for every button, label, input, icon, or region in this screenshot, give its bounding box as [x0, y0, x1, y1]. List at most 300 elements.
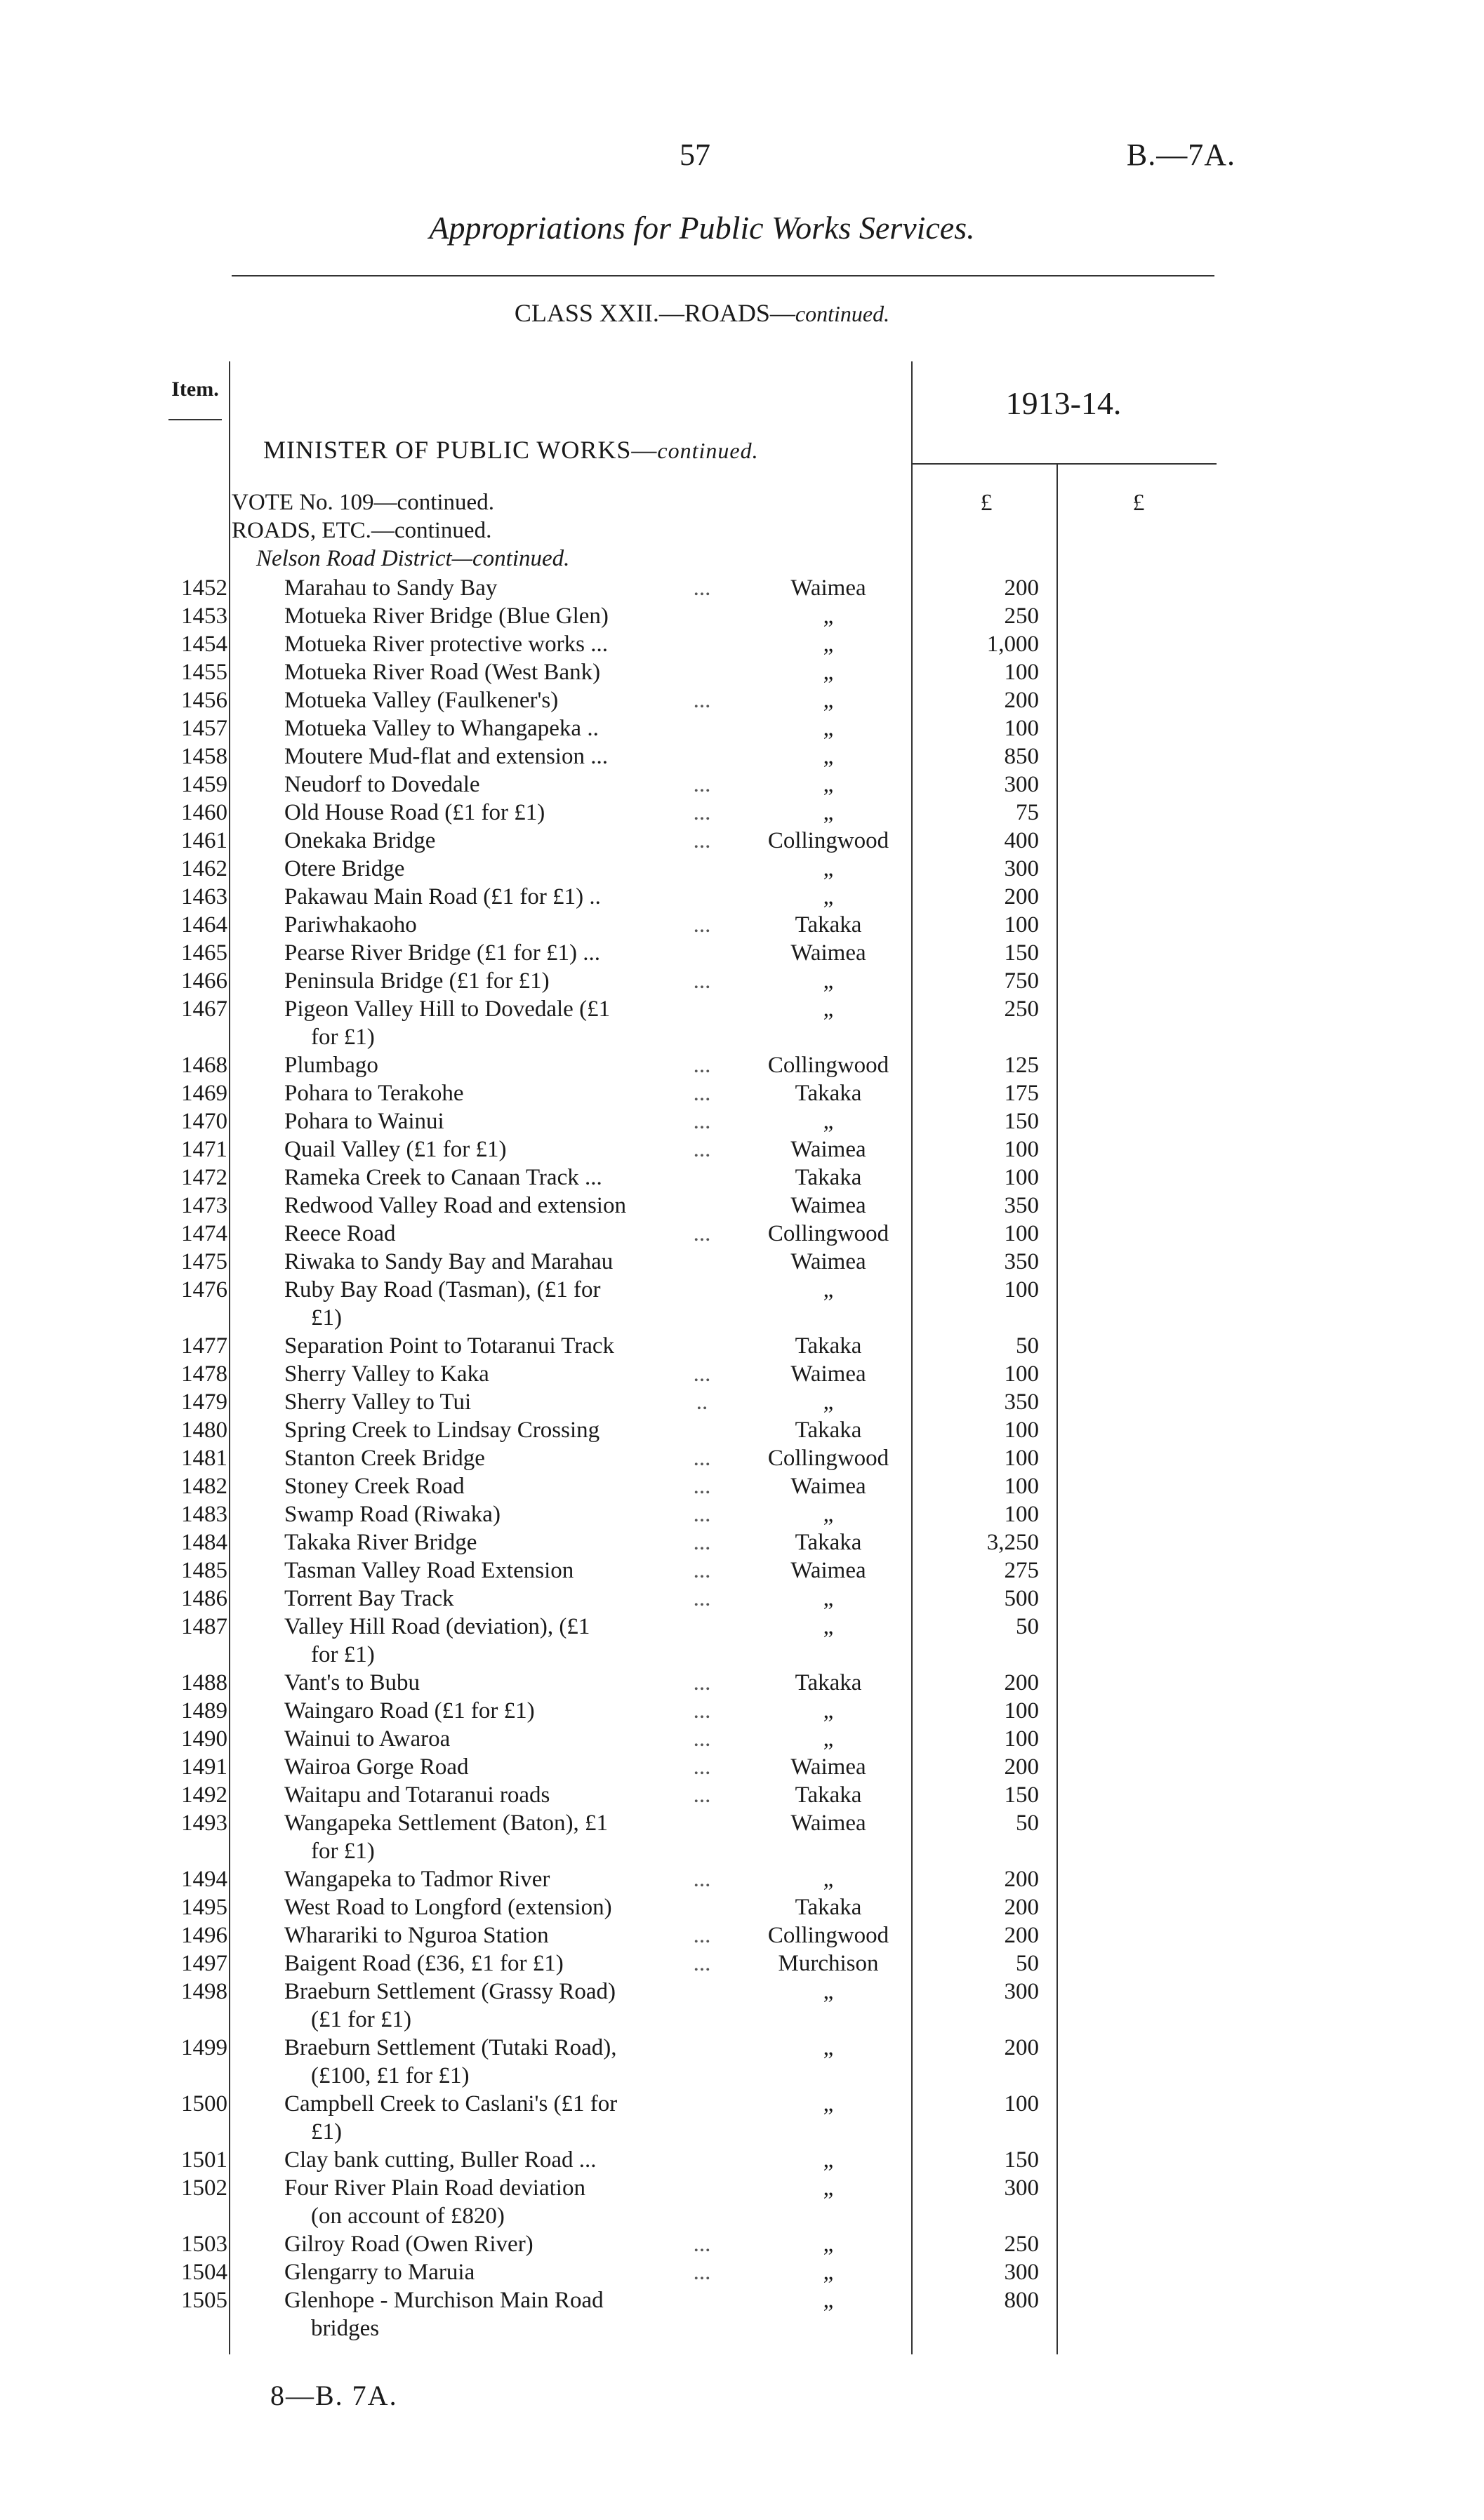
- item-description: [284, 1865, 727, 1893]
- item-description: [284, 630, 727, 658]
- minister-heading-text: MINISTER OF PUBLIC WORKS—: [263, 436, 658, 464]
- amount-1913-14: 100: [1004, 1277, 1039, 1302]
- amount-1913-14: 200: [1004, 1923, 1039, 1948]
- description-line: £1): [311, 2119, 342, 2145]
- report-code: B.—7A.: [1126, 138, 1235, 172]
- amount-1913-14: 400: [1004, 828, 1039, 853]
- electoral-district: „: [823, 968, 834, 994]
- leader-dots: ...: [693, 1109, 711, 1134]
- description-line: Motueka River Bridge (Blue Glen): [284, 604, 609, 629]
- electoral-district: Collingwood: [767, 1446, 889, 1471]
- item-number: 1464: [181, 912, 227, 938]
- item-header-rule: [168, 419, 222, 420]
- amount-1913-14: 150: [1004, 940, 1039, 966]
- description-line: Pakawau Main Road (£1 for £1) ..: [284, 884, 601, 909]
- amount-1913-14: 350: [1004, 1249, 1039, 1274]
- leader-dots: ...: [693, 828, 711, 853]
- electoral-district: Waimea: [790, 1249, 866, 1274]
- leader-dots: ...: [693, 1053, 711, 1078]
- description-line: Tasman Valley Road Extension: [284, 1558, 574, 1583]
- description-line: Peninsula Bridge (£1 for £1): [284, 968, 550, 994]
- leader-dots: ...: [693, 1726, 711, 1752]
- item-column-rule: [229, 361, 230, 2354]
- item-number: 1475: [181, 1249, 227, 1274]
- amount-1913-14: 100: [1004, 1165, 1039, 1190]
- item-number: 1471: [181, 1137, 227, 1162]
- item-description: [284, 967, 727, 995]
- amount-1913-14: 3,250: [986, 1530, 1039, 1555]
- description-line: Sherry Valley to Tui: [284, 1389, 472, 1415]
- description-line: Pariwhakaoho: [284, 912, 417, 938]
- class-heading-continued: continued.: [795, 301, 890, 326]
- description-line: Torrent Bay Track: [284, 1586, 454, 1611]
- class-heading-text: CLASS XXII.—ROADS—: [514, 299, 795, 327]
- description-line: Clay bank cutting, Buller Road ...: [284, 2147, 597, 2173]
- description-line: Waitapu and Totaranui roads: [284, 1782, 550, 1808]
- electoral-district: „: [823, 2288, 834, 2313]
- item-description: [284, 1416, 727, 1444]
- item-number: 1458: [181, 744, 227, 769]
- amount-1913-14: 100: [1004, 912, 1039, 938]
- title-rule: [232, 275, 1214, 276]
- item-number: 1487: [181, 1614, 227, 1639]
- item-description: [284, 799, 727, 827]
- electoral-district: „: [823, 1979, 834, 2004]
- item-number: 1474: [181, 1221, 227, 1246]
- item-description: [284, 1809, 727, 1865]
- description-line: Otere Bridge: [284, 856, 405, 881]
- leader-dots: ...: [693, 2260, 711, 2285]
- item-number: 1480: [181, 1418, 227, 1443]
- amount-1913-14: 750: [1004, 968, 1039, 994]
- minister-heading-continued: continued.: [657, 438, 759, 463]
- electoral-district: „: [823, 772, 834, 797]
- leader-dots: ...: [693, 1923, 711, 1948]
- item-description: [284, 2230, 727, 2258]
- item-number: 1496: [181, 1923, 227, 1948]
- electoral-district: Takaka: [795, 1333, 862, 1359]
- electoral-district: Waimea: [790, 1754, 866, 1780]
- leader-dots: ...: [693, 2232, 711, 2257]
- item-description: [284, 1276, 727, 1332]
- leader-dots: ...: [693, 1558, 711, 1583]
- electoral-district: Takaka: [795, 1670, 862, 1695]
- item-description: [284, 1528, 727, 1556]
- amount-1913-14: 300: [1004, 772, 1039, 797]
- item-description: [284, 1613, 727, 1669]
- item-description: [284, 1472, 727, 1500]
- description-line: Wangapeka Settlement (Baton), £1: [284, 1811, 609, 1836]
- electoral-district: Collingwood: [767, 1053, 889, 1078]
- leader-dots: ...: [693, 1698, 711, 1724]
- description-line: Wainui to Awaroa: [284, 1726, 451, 1752]
- electoral-district: Takaka: [795, 1895, 862, 1920]
- item-description: [284, 1669, 727, 1697]
- item-description: [284, 714, 727, 742]
- amount-1913-14: 200: [1004, 575, 1039, 601]
- item-number: 1494: [181, 1867, 227, 1892]
- electoral-district: „: [823, 1698, 834, 1724]
- electoral-district: „: [823, 884, 834, 909]
- electoral-district: Takaka: [795, 1165, 862, 1190]
- description-line: Quail Valley (£1 for £1): [284, 1137, 507, 1162]
- item-description: [284, 2090, 727, 2146]
- electoral-district: „: [823, 2035, 834, 2060]
- description-line: (on account of £820): [311, 2204, 505, 2229]
- item-number: 1500: [181, 2091, 227, 2116]
- item-number: 1466: [181, 968, 227, 994]
- description-line: for £1): [311, 1642, 375, 1667]
- item-description: [284, 995, 727, 1051]
- page-title: Appropriations for Public Works Services.: [429, 210, 975, 246]
- amount-1913-14: 200: [1004, 688, 1039, 713]
- description-line: Ruby Bay Road (Tasman), (£1 for: [284, 1277, 601, 1302]
- item-number: 1477: [181, 1333, 227, 1359]
- amount-1913-14: 250: [1004, 2232, 1039, 2257]
- leader-dots: ...: [693, 1081, 711, 1106]
- amount-1913-14: 150: [1004, 1782, 1039, 1808]
- amount-1913-14: 100: [1004, 2091, 1039, 2116]
- amount-1913-14: 100: [1004, 1502, 1039, 1527]
- electoral-district: „: [823, 2260, 834, 2285]
- amount-1913-14: 300: [1004, 2175, 1039, 2201]
- electoral-district: „: [823, 660, 834, 685]
- vote-line: VOTE No. 109—continued.: [232, 490, 494, 515]
- amount-1913-14: 500: [1004, 1586, 1039, 1611]
- page-number: 57: [680, 138, 710, 172]
- leader-dots: ...: [693, 800, 711, 825]
- electoral-district: „: [823, 2147, 834, 2173]
- item-number: 1504: [181, 2260, 227, 2285]
- leader-dots: ...: [693, 1361, 711, 1387]
- amount-1913-14: 125: [1004, 1053, 1039, 1078]
- item-description: [284, 574, 727, 602]
- item-number: 1486: [181, 1586, 227, 1611]
- item-description: [284, 1921, 727, 1949]
- item-description: [284, 883, 727, 911]
- description-line: Redwood Valley Road and extension: [284, 1193, 626, 1218]
- amount-1913-14: 100: [1004, 1137, 1039, 1162]
- item-number: 1452: [181, 575, 227, 601]
- amount-1913-14: 100: [1004, 1446, 1039, 1471]
- description-line: Rameka Creek to Canaan Track ...: [284, 1165, 602, 1190]
- item-number: 1491: [181, 1754, 227, 1780]
- description-line: Sherry Valley to Kaka: [284, 1361, 489, 1387]
- amount-1913-14: 350: [1004, 1193, 1039, 1218]
- item-description: [284, 1107, 727, 1135]
- electoral-district: Waimea: [790, 1474, 866, 1499]
- item-number: 1497: [181, 1951, 227, 1976]
- description-line: Vant's to Bubu: [284, 1670, 420, 1695]
- item-number: 1502: [181, 2175, 227, 2201]
- description-line: (£100, £1 for £1): [311, 2063, 470, 2088]
- item-number: 1461: [181, 828, 227, 853]
- item-number: 1483: [181, 1502, 227, 1527]
- amount-1913-14: 50: [1016, 1614, 1039, 1639]
- amount-1913-14: 100: [1004, 1361, 1039, 1387]
- amount-1913-14: 250: [1004, 996, 1039, 1022]
- item-number: 1468: [181, 1053, 227, 1078]
- amount-1913-14: 850: [1004, 744, 1039, 769]
- description-line: Plumbago: [284, 1053, 378, 1078]
- item-number: 1499: [181, 2035, 227, 2060]
- description-line: Pohara to Wainui: [284, 1109, 444, 1134]
- description-line: Wangapeka to Tadmor River: [284, 1867, 550, 1892]
- leader-dots: ...: [693, 772, 711, 797]
- electoral-district: Takaka: [795, 912, 862, 938]
- leader-dots: ...: [693, 1530, 711, 1555]
- leader-dots: ...: [693, 968, 711, 994]
- item-number: 1493: [181, 1811, 227, 1836]
- item-description: [284, 1192, 727, 1220]
- description-line: West Road to Longford (extension): [284, 1895, 612, 1920]
- electoral-district: „: [823, 1109, 834, 1134]
- item-number: 1484: [181, 1530, 227, 1555]
- description-line: Old House Road (£1 for £1): [284, 800, 545, 825]
- electoral-district: „: [823, 632, 834, 657]
- amount-1913-14: 200: [1004, 1754, 1039, 1780]
- item-number: 1459: [181, 772, 227, 797]
- amount-1913-14: 300: [1004, 856, 1039, 881]
- amount-1913-14: 200: [1004, 1867, 1039, 1892]
- leader-dots: ..: [696, 1389, 708, 1415]
- electoral-district: Collingwood: [767, 1923, 889, 1948]
- amount-column-divider: [1056, 463, 1058, 2354]
- item-description: [284, 1248, 727, 1276]
- item-description: [284, 1388, 727, 1416]
- item-description: [284, 1585, 727, 1613]
- electoral-district: „: [823, 2232, 834, 2257]
- leader-dots: ...: [693, 912, 711, 938]
- minister-heading: [263, 435, 759, 465]
- item-description: [284, 1781, 727, 1809]
- item-column-header: Item.: [171, 378, 219, 401]
- item-number: 1467: [181, 996, 227, 1022]
- amount-1913-14: 100: [1004, 1418, 1039, 1443]
- item-description: [284, 1500, 727, 1528]
- item-number: 1455: [181, 660, 227, 685]
- leader-dots: ...: [693, 575, 711, 601]
- amount-1913-14: 150: [1004, 1109, 1039, 1134]
- electoral-district: Waimea: [790, 1193, 866, 1218]
- amount-1913-14: 50: [1016, 1333, 1039, 1359]
- item-description: [284, 2258, 727, 2286]
- currency-symbol-2: £: [1132, 490, 1145, 516]
- leader-dots: ...: [693, 1502, 711, 1527]
- item-description: [284, 827, 727, 855]
- electoral-district: „: [823, 856, 834, 881]
- electoral-district: Collingwood: [767, 1221, 889, 1246]
- amount-1913-14: 50: [1016, 1811, 1039, 1836]
- leader-dots: ...: [693, 1867, 711, 1892]
- electoral-district: „: [823, 996, 834, 1022]
- item-description: [284, 1893, 727, 1921]
- item-number: 1457: [181, 716, 227, 741]
- item-description: [284, 1051, 727, 1079]
- amount-1913-14: 75: [1016, 800, 1039, 825]
- item-description: [284, 658, 727, 686]
- item-description: [284, 911, 727, 939]
- electoral-district: Murchison: [778, 1951, 879, 1976]
- electoral-district: „: [823, 800, 834, 825]
- item-description: [284, 1079, 727, 1107]
- description-line: Motueka Valley to Whangapeka ..: [284, 716, 599, 741]
- item-description: [284, 2034, 727, 2090]
- item-description: [284, 602, 727, 630]
- item-number: 1463: [181, 884, 227, 909]
- item-number: 1498: [181, 1979, 227, 2004]
- description-line: Pearse River Bridge (£1 for £1) ...: [284, 940, 600, 966]
- amount-1913-14: 200: [1004, 884, 1039, 909]
- item-number: 1460: [181, 800, 227, 825]
- electoral-district: „: [823, 1726, 834, 1752]
- class-heading: [211, 298, 1193, 328]
- amount-1913-14: 150: [1004, 2147, 1039, 2173]
- amount-1913-14: 200: [1004, 1670, 1039, 1695]
- description-line: Pigeon Valley Hill to Dovedale (£1: [284, 996, 611, 1022]
- item-description: [284, 1697, 727, 1725]
- item-number: 1501: [181, 2147, 227, 2173]
- amount-1913-14: 250: [1004, 604, 1039, 629]
- amount-1913-14: 275: [1004, 1558, 1039, 1583]
- amount-1913-14: 350: [1004, 1389, 1039, 1415]
- description-line: Riwaka to Sandy Bay and Marahau: [284, 1249, 614, 1274]
- description-line: Baigent Road (£36, £1 for £1): [284, 1951, 564, 1976]
- item-number: 1479: [181, 1389, 227, 1415]
- item-number: 1476: [181, 1277, 227, 1302]
- item-number: 1453: [181, 604, 227, 629]
- item-description: [284, 1360, 727, 1388]
- district-line: Nelson Road District—continued.: [256, 546, 570, 571]
- amount-1913-14: 300: [1004, 1979, 1039, 2004]
- item-number: 1495: [181, 1895, 227, 1920]
- electoral-district: Waimea: [790, 940, 866, 966]
- electoral-district: „: [823, 688, 834, 713]
- description-line: bridges: [311, 2316, 380, 2341]
- leader-dots: ...: [693, 1446, 711, 1471]
- item-number: 1505: [181, 2288, 227, 2313]
- amount-1913-14: 200: [1004, 1895, 1039, 1920]
- year-column-header: 1913-14.: [1005, 385, 1122, 421]
- description-line: £1): [311, 1305, 342, 1331]
- item-description: [284, 2174, 727, 2230]
- description-line: Glenhope - Murchison Main Road: [284, 2288, 604, 2313]
- description-line: Pohara to Terakohe: [284, 1081, 464, 1106]
- item-number: 1469: [181, 1081, 227, 1106]
- item-number: 1488: [181, 1670, 227, 1695]
- item-number: 1472: [181, 1165, 227, 1190]
- electoral-district: „: [823, 716, 834, 741]
- item-number: 1478: [181, 1361, 227, 1387]
- electoral-district: Takaka: [795, 1530, 862, 1555]
- electoral-district: „: [823, 2091, 834, 2116]
- description-line: Wharariki to Nguroa Station: [284, 1923, 549, 1948]
- leader-dots: ...: [693, 1782, 711, 1808]
- description-line: Glengarry to Maruia: [284, 2260, 475, 2285]
- amount-1913-14: 100: [1004, 1474, 1039, 1499]
- description-line: Swamp Road (Riwaka): [284, 1502, 501, 1527]
- item-description: [284, 771, 727, 799]
- electoral-district: „: [823, 1389, 834, 1415]
- amount-1913-14: 100: [1004, 1221, 1039, 1246]
- description-line: Takaka River Bridge: [284, 1530, 477, 1555]
- item-number: 1490: [181, 1726, 227, 1752]
- electoral-district: Waimea: [790, 1558, 866, 1583]
- leader-dots: ...: [693, 1221, 711, 1246]
- description-line: Braeburn Settlement (Grassy Road): [284, 1979, 616, 2004]
- description-line: Campbell Creek to Caslani's (£1 for: [284, 2091, 618, 2116]
- electoral-district: Waimea: [790, 1811, 866, 1836]
- item-description: [284, 1753, 727, 1781]
- year-column-left-rule: [911, 361, 913, 2354]
- item-description: [284, 855, 727, 883]
- description-line: Motueka River Road (West Bank): [284, 660, 601, 685]
- item-description: [284, 2146, 727, 2174]
- description-line: Four River Plain Road deviation: [284, 2175, 585, 2201]
- amount-1913-14: 175: [1004, 1081, 1039, 1106]
- item-description: [284, 1164, 727, 1192]
- description-line: Braeburn Settlement (Tutaki Road),: [284, 2035, 617, 2060]
- electoral-district: „: [823, 744, 834, 769]
- electoral-district: „: [823, 1614, 834, 1639]
- item-number: 1470: [181, 1109, 227, 1134]
- description-line: Waingaro Road (£1 for £1): [284, 1698, 535, 1724]
- item-number: 1492: [181, 1782, 227, 1808]
- description-line: (£1 for £1): [311, 2007, 411, 2032]
- description-line: Motueka Valley (Faulkener's): [284, 688, 559, 713]
- electoral-district: „: [823, 1586, 834, 1611]
- item-number: 1481: [181, 1446, 227, 1471]
- description-line: Wairoa Gorge Road: [284, 1754, 469, 1780]
- description-line: Reece Road: [284, 1221, 396, 1246]
- electoral-district: „: [823, 1867, 834, 1892]
- item-number: 1456: [181, 688, 227, 713]
- description-line: Neudorf to Dovedale: [284, 772, 480, 797]
- leader-dots: ...: [693, 1137, 711, 1162]
- description-line: Gilroy Road (Owen River): [284, 2232, 534, 2257]
- description-line: Spring Creek to Lindsay Crossing: [284, 1418, 600, 1443]
- item-number: 1482: [181, 1474, 227, 1499]
- description-line: Motueka River protective works ...: [284, 632, 608, 657]
- item-description: [284, 1978, 727, 2034]
- item-number: 1503: [181, 2232, 227, 2257]
- amount-1913-14: 1,000: [986, 632, 1039, 657]
- amount-1913-14: 300: [1004, 2260, 1039, 2285]
- leader-dots: ...: [693, 688, 711, 713]
- amount-1913-14: 800: [1004, 2288, 1039, 2313]
- item-number: 1465: [181, 940, 227, 966]
- description-line: for £1): [311, 1839, 375, 1864]
- amount-1913-14: 200: [1004, 2035, 1039, 2060]
- item-description: [284, 1725, 727, 1753]
- item-description: [284, 1444, 727, 1472]
- electoral-district: Takaka: [795, 1782, 862, 1808]
- electoral-district: Collingwood: [767, 828, 889, 853]
- printer-signature: 8—B. 7A.: [270, 2380, 398, 2411]
- currency-symbol-1: £: [980, 490, 993, 516]
- item-description: [284, 1556, 727, 1585]
- amount-1913-14: 100: [1004, 660, 1039, 685]
- leader-dots: ...: [693, 1586, 711, 1611]
- description-line: Moutere Mud-flat and extension ...: [284, 744, 608, 769]
- item-description: [284, 686, 727, 714]
- electoral-district: Waimea: [790, 575, 866, 601]
- roads-line: ROADS, ETC.—continued.: [232, 518, 492, 543]
- leader-dots: ...: [693, 1754, 711, 1780]
- description-line: for £1): [311, 1025, 375, 1050]
- item-number: 1473: [181, 1193, 227, 1218]
- electoral-district: „: [823, 1502, 834, 1527]
